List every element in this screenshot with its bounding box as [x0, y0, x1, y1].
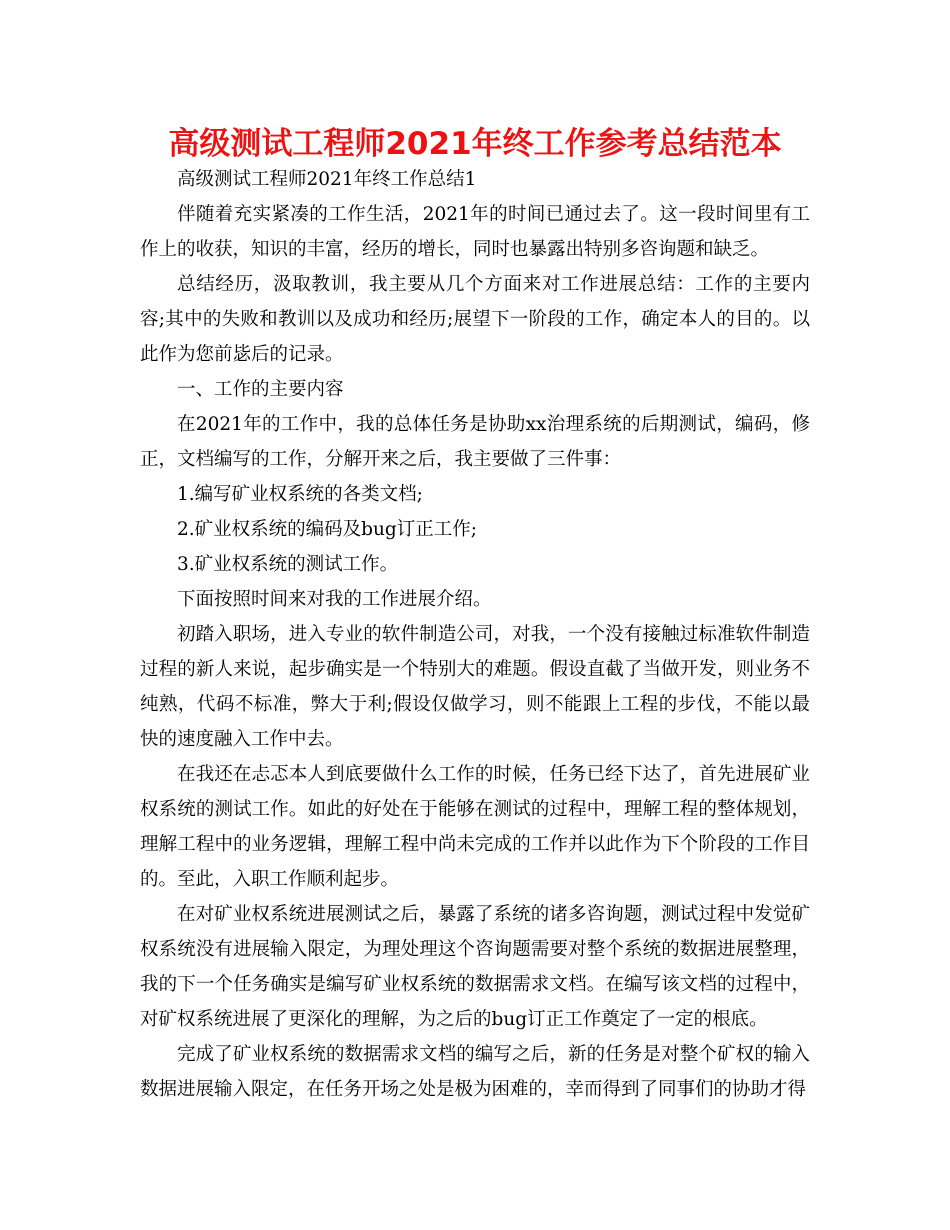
- list-item: 1.编写矿业权系统的各类文档;: [177, 484, 423, 505]
- document-body: [140, 162, 810, 1107]
- paragraph: 下面按照时间来对我的工作进展介绍。: [177, 589, 492, 610]
- document-title: 高级测试工程师2021年终工作参考总结范本: [168, 126, 782, 162]
- paragraph: 伴随着充实紧凑的工作生活，2021年的时间已通过去了。这一段时间里有工作上的收获，知识的丰富，经历的增长，同时也暴露出特别多咨询题和缺乏。: [140, 204, 810, 260]
- paragraph: 在对矿业权系统进展测试之后，暴露了系统的诸多咨询题，测试过程中发觉矿权系统没有进展输入限定，为理处理这个咨询题需要对整个系统的数据进展整理，我的下一个任务确实是编写矿业权系统的数据需求文档。在编写该文档的过程中，对矿权系统进展了更深化的理解，为之后的bug订正工作奠定了一定的根底。: [140, 904, 810, 1030]
- paragraph: 总结经历，汲取教训，我主要从几个方面来对工作进展总结：工作的主要内容;其中的失败和教训以及成功和经历;展望下一阶段的工作，确定本人的目的。以此作为您前毖后的记录。: [140, 274, 810, 365]
- paragraph: 完成了矿业权系统的数据需求文档的编写之后，新的任务是对整个矿权的输入数据进展输入限定，在任务开场之处是极为困难的，幸而得到了同事们的协助才得: [140, 1044, 810, 1100]
- paragraph: 初踏入职场，进入专业的软件制造公司，对我，一个没有接触过标准软件制造过程的新人来说，起步确实是一个特别大的难题。假设直截了当做开发，则业务不纯熟，代码不标准，弊大于利;假设仅做学习，则不能跟上工程的步伐，不能以最快的速度融入工作中去。: [140, 624, 810, 750]
- list-item: 3.矿业权系统的测试工作。: [177, 554, 399, 575]
- list-item: 2.矿业权系统的编码及bug订正工作;: [177, 519, 477, 540]
- paragraph: 在2021年的工作中，我的总体任务是协助xx治理系统的后期测试，编码，修正，文档编写的工作，分解开来之后，我主要做了三件事：: [140, 414, 810, 470]
- section-heading: 一、工作的主要内容: [177, 379, 344, 400]
- section-subtitle: 高级测试工程师2021年终工作总结1: [177, 169, 477, 190]
- paragraph: 在我还在忐忑本人到底要做什么工作的时候，任务已经下达了，首先进展矿业权系统的测试工作。如此的好处在于能够在测试的过程中，理解工程的整体规划，理解工程中的业务逻辑，理解工程中尚未完成的工作并以此作为下个阶段的工作目的。至此，入职工作顺利起步。: [140, 764, 810, 890]
